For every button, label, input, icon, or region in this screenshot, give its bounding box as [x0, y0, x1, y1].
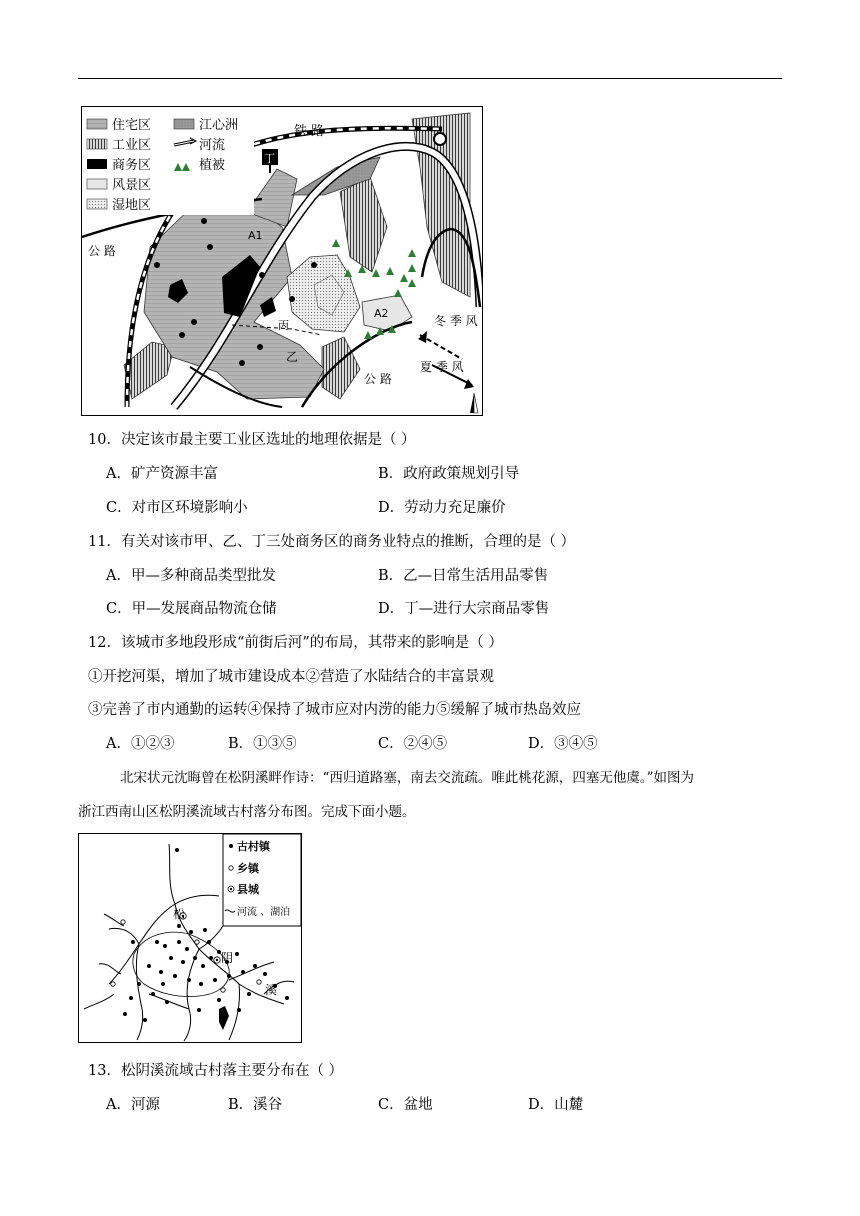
question-12-stem: 12．该城市多地段形成“前街后河”的布局，其带来的影响是（ ） — [88, 635, 503, 651]
village-distribution-map — [78, 833, 302, 1043]
wetland-zone — [287, 255, 360, 332]
legend-scenic: 风景区 — [112, 178, 152, 193]
legend-business: 商务区 — [112, 158, 152, 173]
label-song: 松 — [173, 907, 186, 921]
legend-town: 乡镇 — [237, 862, 259, 875]
label-road-left: 公 路 — [88, 244, 116, 258]
legend-river: 河流 — [199, 138, 226, 153]
label-yin: 阴 — [221, 951, 234, 965]
label-ding: 丁 — [264, 152, 275, 165]
county-town-icons — [180, 913, 220, 963]
question-10-stem: 10．决定该市最主要工业区选址的地理依据是（ ） — [88, 432, 416, 448]
question-12-option-c[interactable]: C．②④⑤ — [378, 736, 448, 752]
question-12-option-b[interactable]: B．①③⑤ — [228, 736, 297, 752]
city-map — [81, 106, 483, 416]
legend-village: 古村镇 — [237, 840, 270, 853]
question-10-option-c[interactable]: C．对市区环境影响小 — [106, 500, 248, 516]
legend-residential: 住宅区 — [112, 118, 152, 133]
legend-river-lake: 河流 、湖泊 — [237, 907, 291, 918]
legend-county: 县城 — [237, 883, 259, 896]
question-13-option-b[interactable]: B．溪谷 — [228, 1097, 283, 1113]
label-jia: 甲 — [232, 268, 245, 282]
county-city-icon — [434, 133, 446, 145]
label-railway: 铁 路 — [294, 124, 325, 139]
north-arrow-icon — [470, 393, 474, 413]
question-13-option-d[interactable]: D．山麓 — [528, 1097, 584, 1113]
question-11-option-a[interactable]: A．甲—多种商品类型批发 — [106, 568, 276, 584]
question-10-option-d[interactable]: D．劳动力充足廉价 — [378, 500, 506, 516]
label-xi: 溪 — [265, 983, 278, 997]
label-winter-wind: 冬 季 风 — [434, 314, 478, 328]
passage-line-2: 浙江西南山区松阴溪流域古村落分布图。完成下面小题。 — [78, 804, 416, 820]
question-11-option-c[interactable]: C．甲—发展商品物流仓储 — [106, 601, 277, 617]
question-12-statement-1: ①开挖河渠，增加了城市建设成本②营造了水陆结合的丰富景观 — [88, 669, 494, 685]
label-road-bottom: 公 路 — [364, 372, 392, 386]
question-12-option-d[interactable]: D．③④⑤ — [528, 736, 598, 752]
question-11-option-b[interactable]: B．乙—日常生活用品零售 — [378, 568, 549, 584]
legend-vegetation: 植被 — [199, 158, 226, 173]
question-13-option-a[interactable]: A．河源 — [106, 1097, 160, 1113]
question-12-option-a[interactable]: A．①②③ — [106, 736, 175, 752]
label-summer-wind: 夏 季 风 — [420, 360, 464, 374]
label-a1: A1 — [248, 229, 263, 242]
question-10-option-b[interactable]: B．政府政策规划引导 — [378, 466, 520, 482]
label-yi: 乙 — [286, 350, 299, 364]
question-12-statement-2: ③完善了市内通勤的运转④保持了城市应对内涝的能力⑤缓解了城市热岛效应 — [88, 702, 581, 718]
industrial-zone-mid — [340, 177, 387, 272]
label-a2: A2 — [374, 307, 389, 320]
legend-industrial: 工业区 — [112, 138, 152, 153]
industrial-zone-s — [322, 337, 360, 399]
header-rule — [78, 78, 782, 79]
legend-island: 江心洲 — [199, 118, 239, 133]
legend-wetland: 湿地区 — [112, 198, 152, 213]
passage-line-1: 北宋状元沈晦曾在松阴溪畔作诗：“西归道路塞，南去交流疏。唯此桃花源，四塞无他虞。”如图为 — [120, 770, 695, 786]
question-10-option-a[interactable]: A．矿产资源丰富 — [106, 466, 218, 482]
question-13-stem: 13．松阴溪流域古村落主要分布在（ ） — [88, 1063, 344, 1079]
label-bing: 丙 — [278, 319, 289, 332]
question-11-stem: 11．有关对该市甲、乙、丁三处商务区的商务业特点的推断，合理的是（ ） — [88, 534, 576, 550]
question-13-option-c[interactable]: C．盆地 — [378, 1097, 433, 1113]
question-11-option-d[interactable]: D．丁—进行大宗商品零售 — [378, 601, 550, 617]
